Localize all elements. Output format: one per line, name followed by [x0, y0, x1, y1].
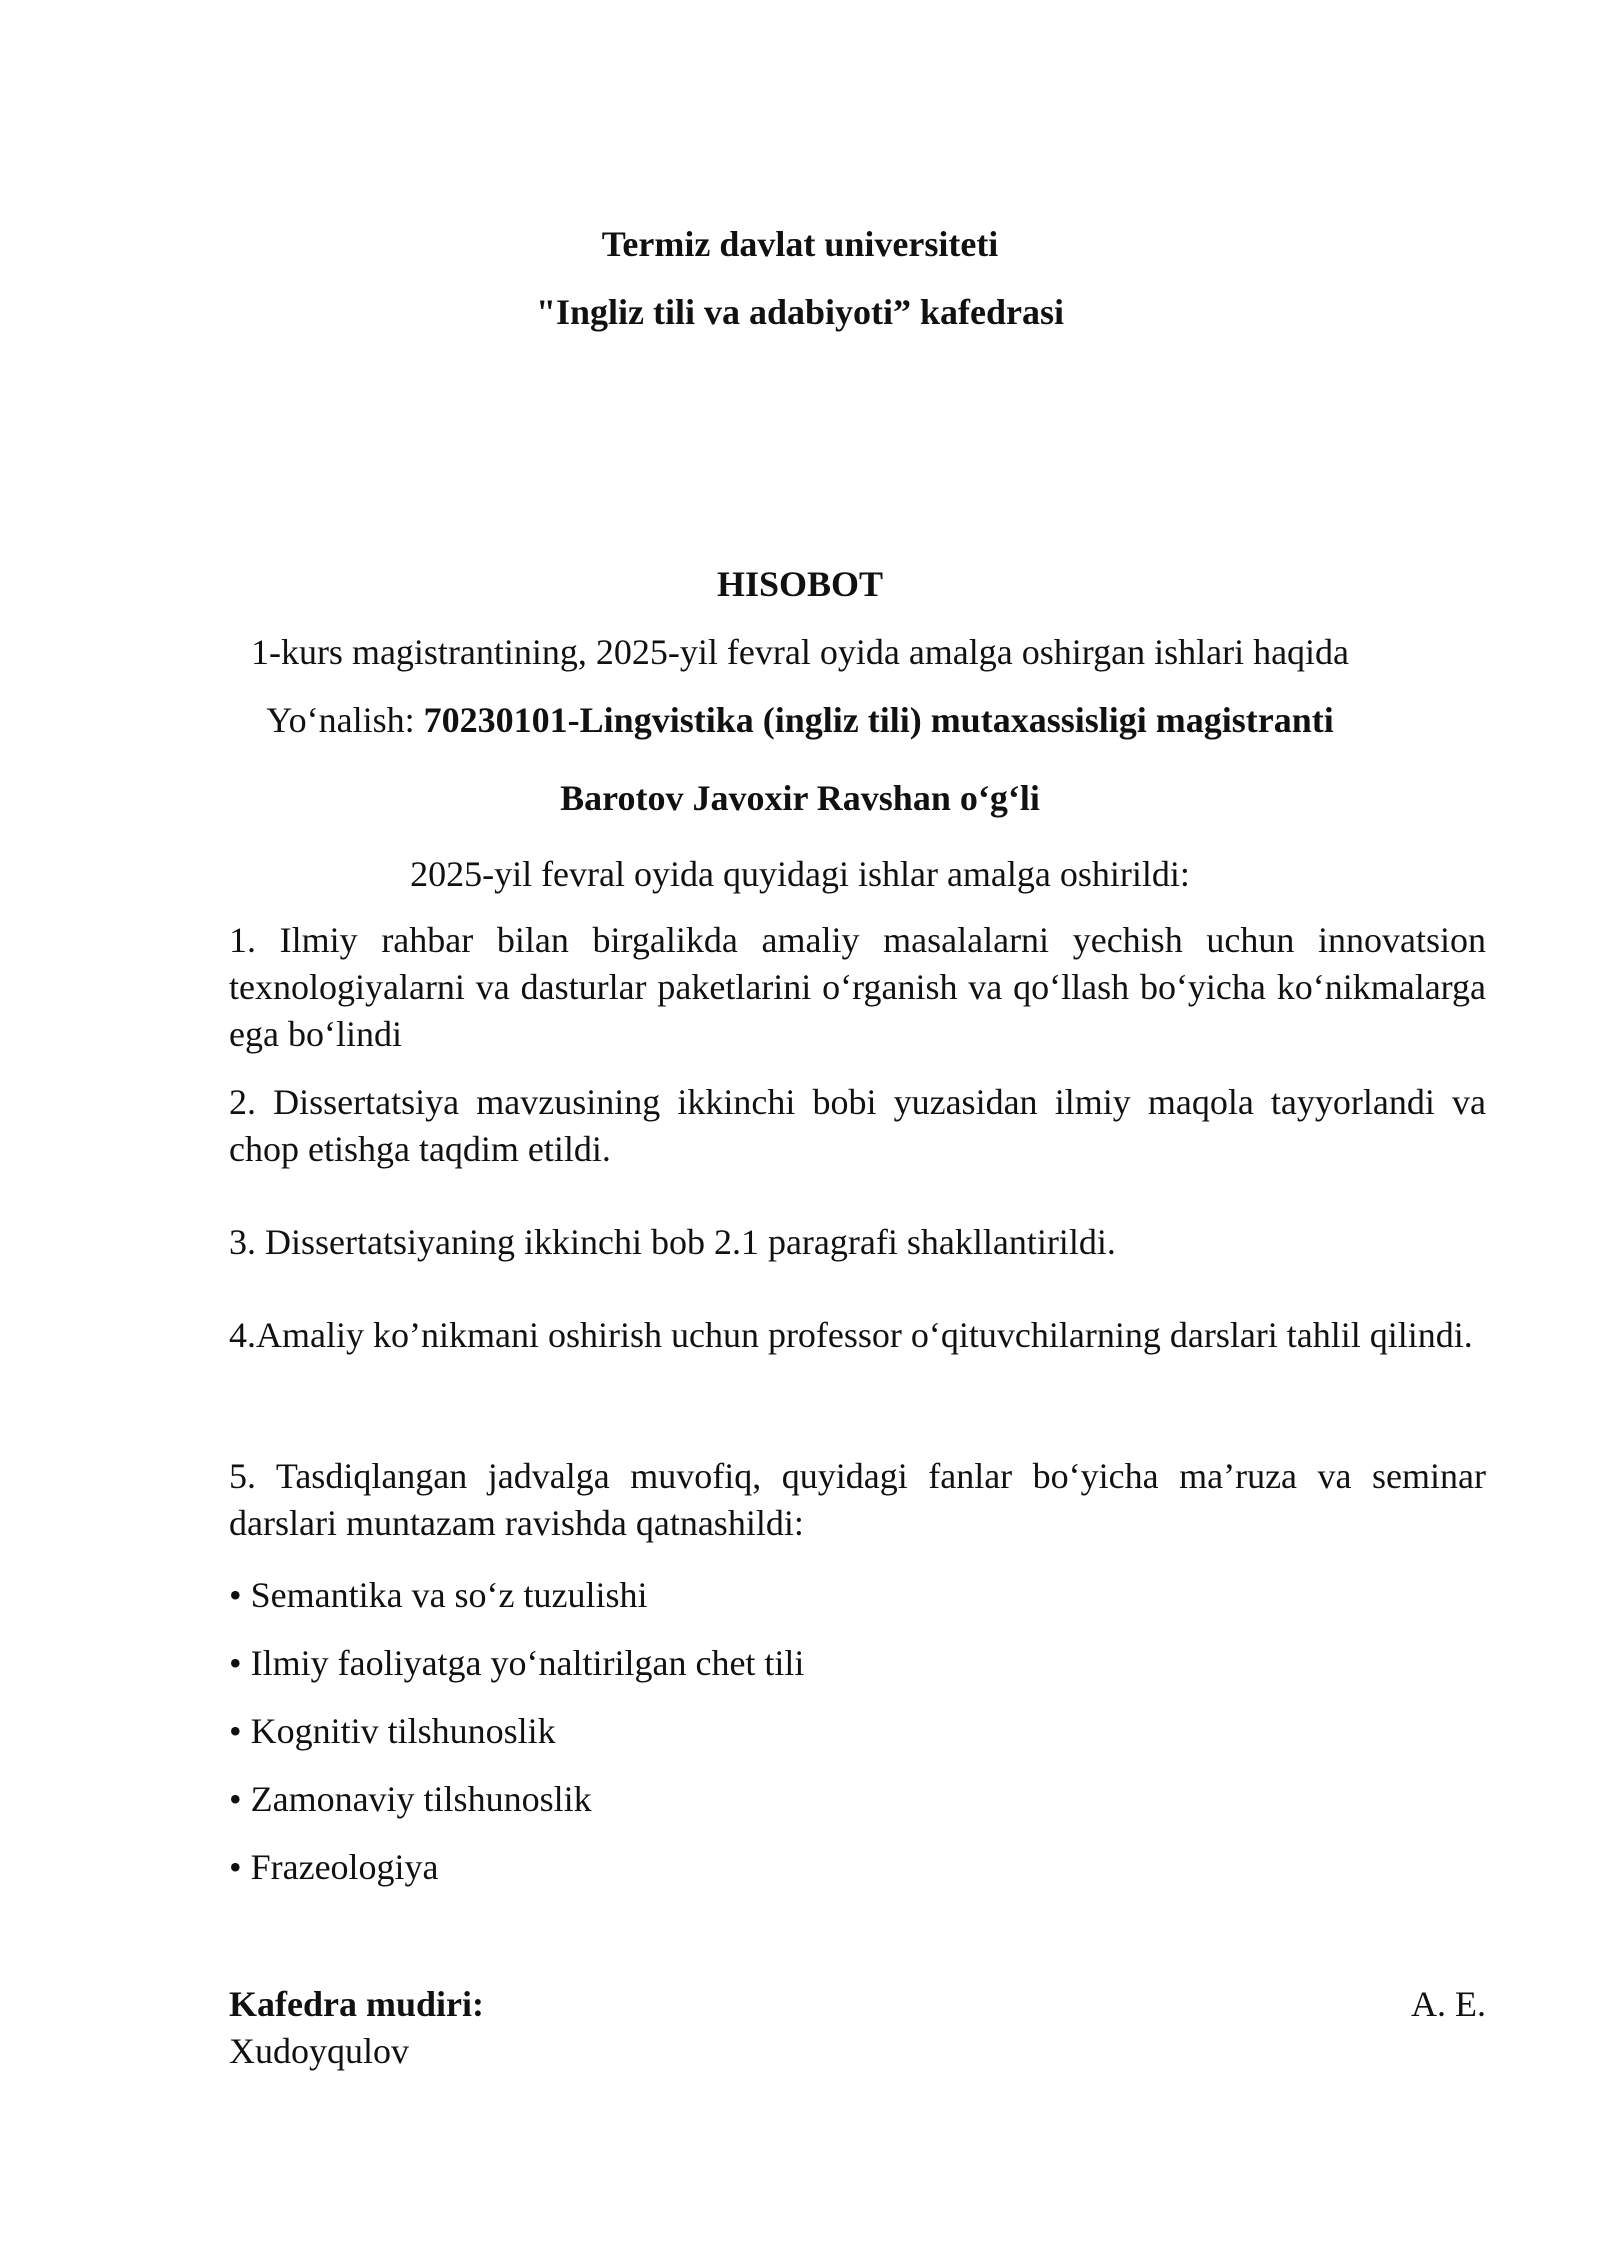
university-name: Termiz davlat universiteti	[601, 224, 999, 264]
subject-item-3: • Kognitiv tilshunoslik	[229, 1711, 556, 1751]
list-item-5: 5. Tasdiqlangan jadvalga muvofiq, quyidagi fanlar bo‘yicha ma’ruza va seminar darslari muntazam ravishda qatnashildi:	[229, 1456, 1486, 1543]
subject-item-1: • Semantika va so‘z tuzulishi	[229, 1575, 648, 1615]
signature-role: Kafedra mudiri:	[229, 1984, 484, 2024]
list-item-4: 4.Amaliy ko’nikmani oshirish uchun professor o‘qituvchilarning darslari tahlil qilindi.	[229, 1315, 1473, 1355]
report-subtitle: 1-kurs magistrantining, 2025-yil fevral oyida amalga oshirgan ishlari haqida	[250, 632, 1350, 672]
intro-line: 2025-yil fevral oyida quyidagi ishlar amalga oshirildi:	[410, 854, 1190, 894]
student-name: Barotov Javoxir Ravshan o‘g‘li	[560, 778, 1040, 818]
subject-item-2: • Ilmiy faoliyatga yo‘naltirilgan chet tili	[229, 1643, 805, 1683]
report-title: HISOBOT	[716, 564, 884, 604]
direction-value: 70230101-Lingvistika (ingliz tili) mutaxassisligi magistranti	[423, 700, 1334, 740]
direction-label: Yo‘nalish:	[266, 700, 424, 740]
direction-line	[0, 698, 1600, 742]
list-item-2: 2. Dissertatsiya mavzusining ikkinchi bobi yuzasidan ilmiy maqola tayyorlandi va chop etishga taqdim etildi.	[229, 1082, 1486, 1169]
list-item-1: 1. Ilmiy rahbar bilan birgalikda amaliy masalalarni yechish uchun innovatsion texnologiyalarni va dasturlar paketlarini o‘rganish va qo‘llash bo‘yicha ko‘nikmalarga ega bo‘lindi	[229, 920, 1486, 1054]
list-item-3: 3. Dissertatsiyaning ikkinchi bob 2.1 paragrafi shakllantirildi.	[229, 1222, 1116, 1262]
subject-item-4: • Zamonaviy tilshunoslik	[229, 1779, 592, 1819]
subject-item-5: • Frazeologiya	[229, 1847, 439, 1887]
signature-surname: Xudoyqulov	[229, 2031, 409, 2071]
signature-initials: A. E.	[1411, 1984, 1486, 2024]
department-name: "Ingliz tili va adabiyoti” kafedrasi	[535, 292, 1065, 332]
